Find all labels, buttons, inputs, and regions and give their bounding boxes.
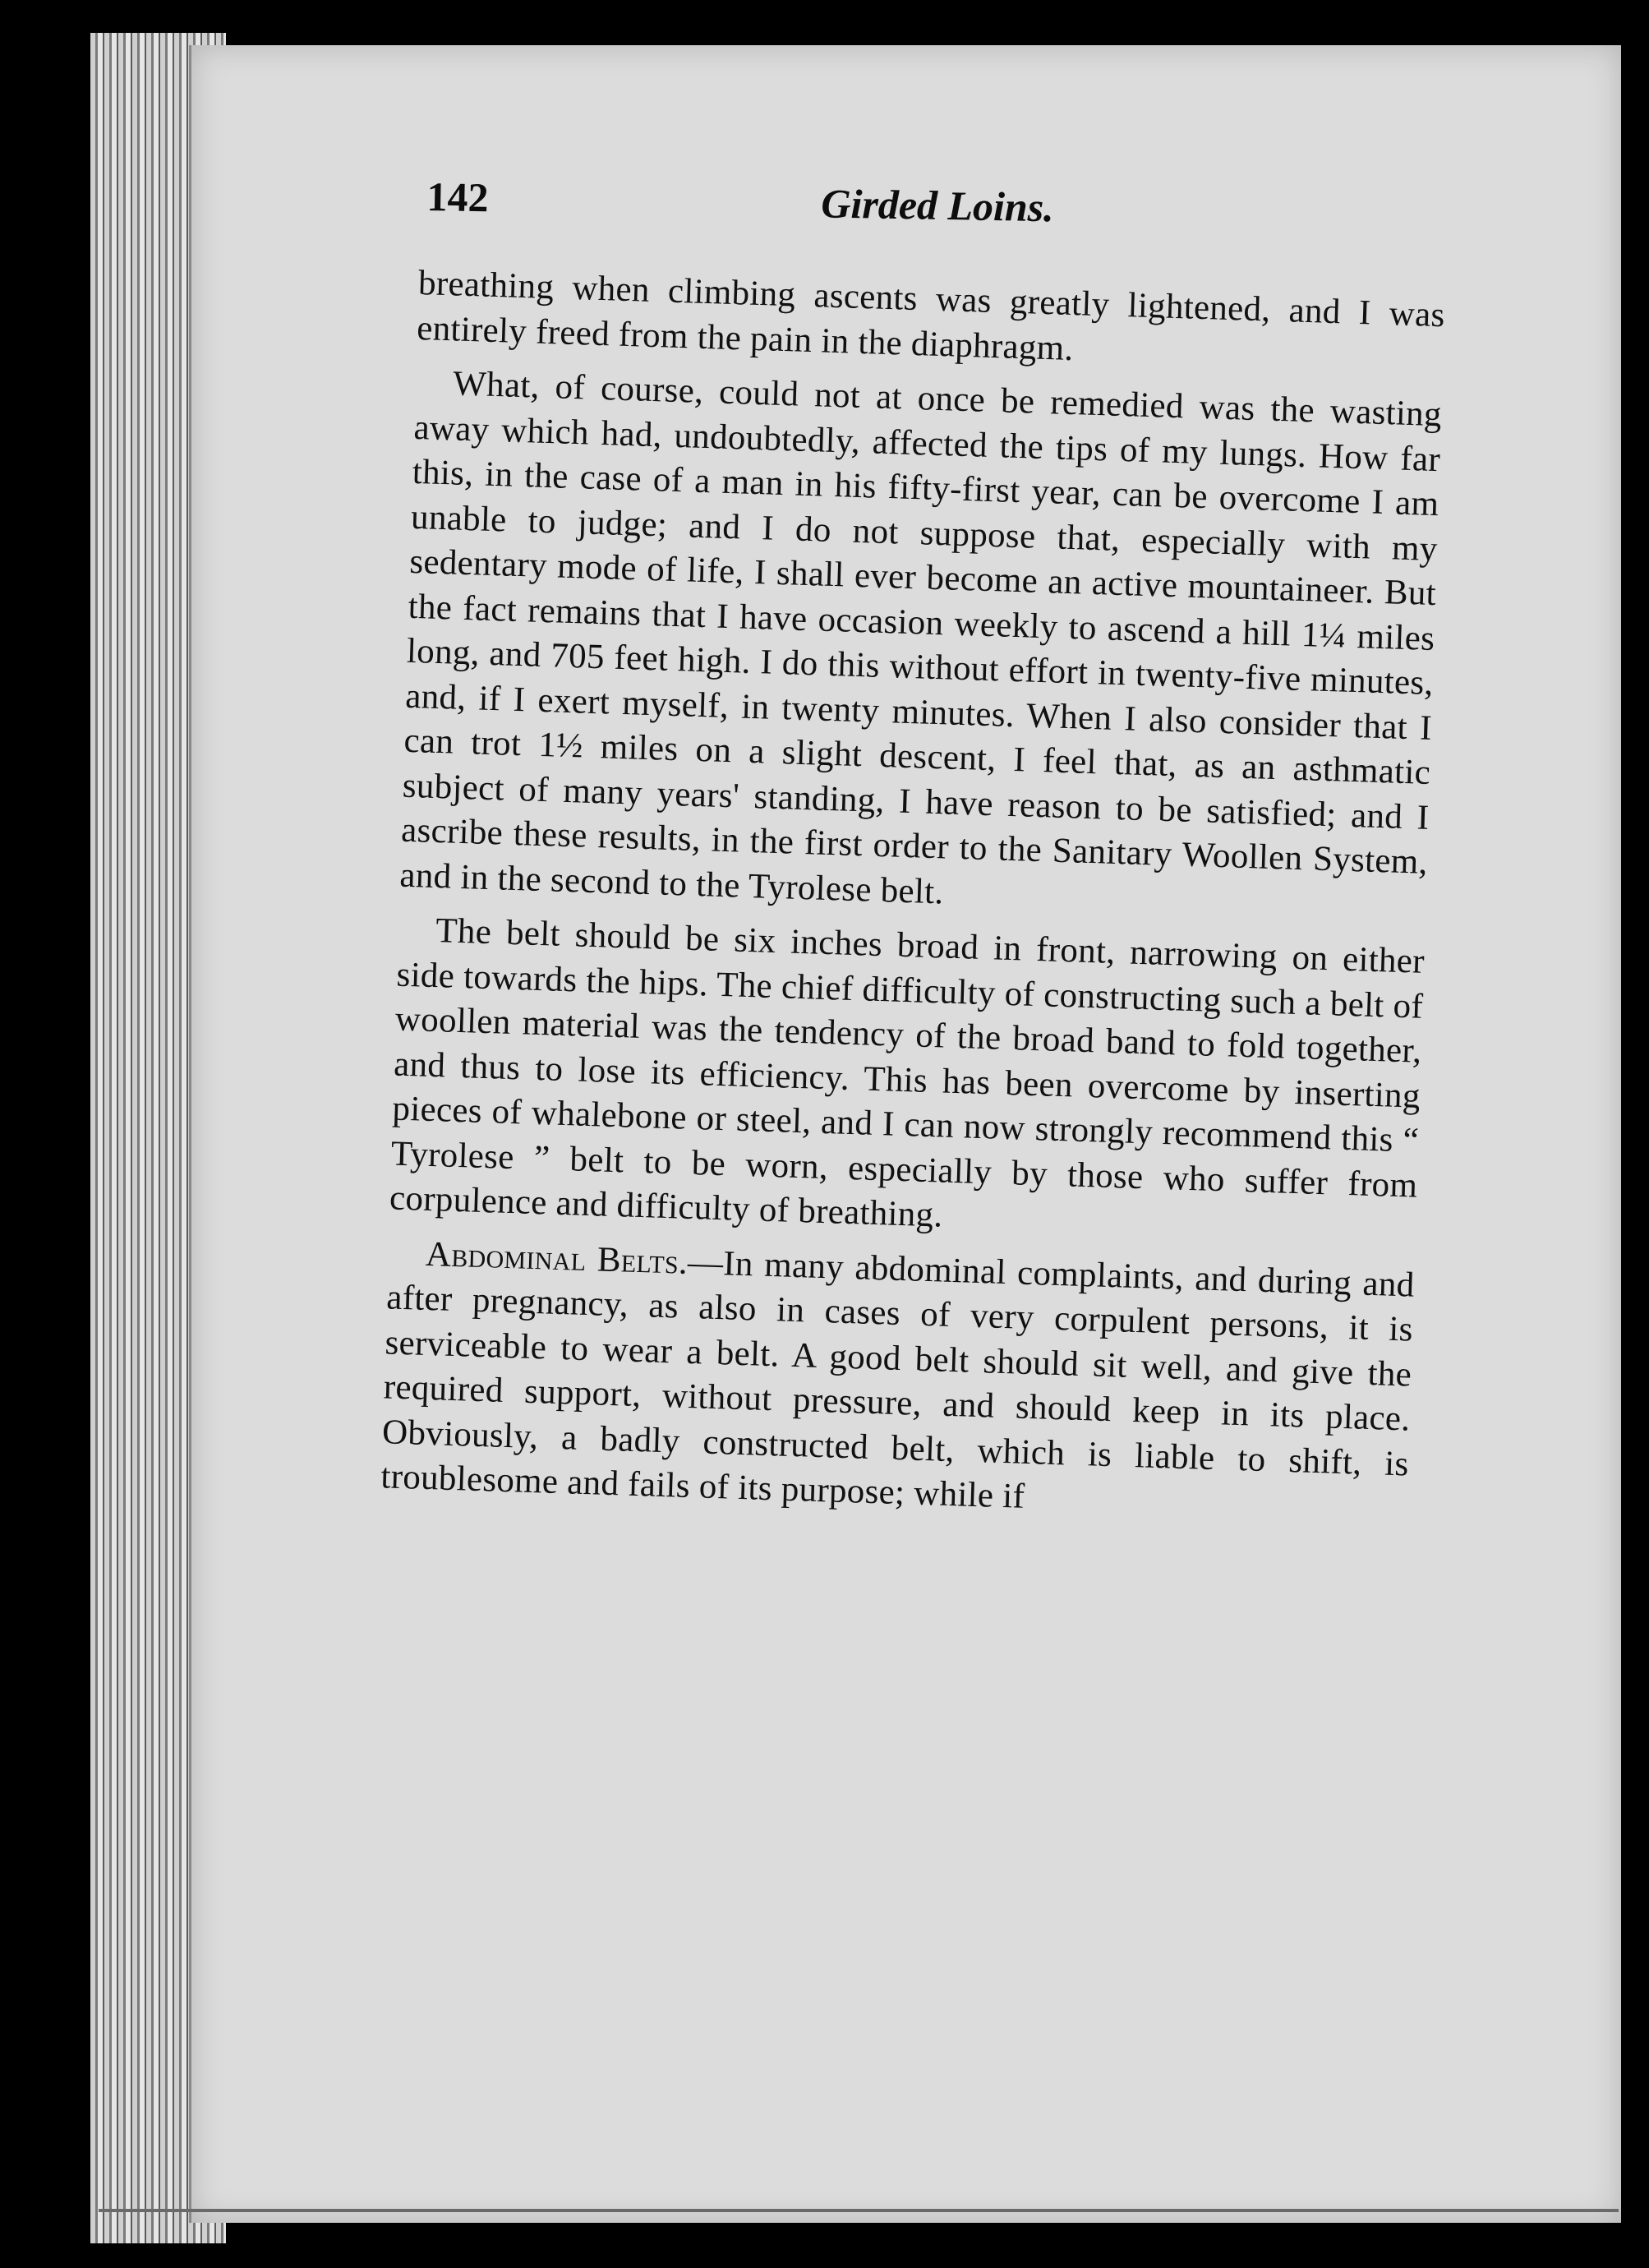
body-text — [380, 261, 1445, 1542]
paragraph-4-text: —In many abdominal complaints, and during and after pregnancy, as also in cases of very corpulent persons, it is serviceable to wear a belt. A good belt should sit well, and give the required support, without pressure, and should keep in its place. Obviously, a badly constructed belt, which is liable to shift, is troublesome and fails of its purpose; while if — [380, 1242, 1416, 1516]
page-number: 142 — [426, 173, 489, 221]
paragraph-3: The belt should be six inches broad in front, narrowing on either side towards the hips. The chief difficulty of constructing such a belt of woollen material was the tendency of the broad band to fold together, and thus to lose its efficiency. This has been overcome by inserting pieces of whalebone or steel, and I can now strongly recommend this “ Tyrolese ” belt to be worn, especially by those who suffer from corpulence and difficulty of breathing. — [389, 911, 1426, 1235]
paragraph-1: breathing when climbing ascents was greatly lightened, and I was entirely freed from the pain in the diaphragm. — [416, 263, 1446, 368]
running-title: Girded Loins. — [820, 180, 1055, 231]
paragraph-2: What, of course, could not at once be remedied was the wasting away which had, undoubtedly, affected the tips of my lungs. How far this, in the case of a man in his fifty-first year, can be overcome I am unable to judge; and I do not suppose that, especially with my sedentary mode of life, I shall ever become an active mountaineer. But the fact remains that I have occasion weekly to ascend a hill 1¼ miles long, and 705 feet high. I do this without effort in twenty-five minutes, and, if I exert myself, in twenty minutes. When I also consider that I can trot 1½ miles on a slight descent, I feel that, as an asthmatic subject of many years' standing, I have reason to be satisfied; and I ascribe these results, in the first order to the Sanitary Woollen System, and in the second to the Tyrolese belt. — [398, 364, 1443, 911]
running-head — [426, 173, 1101, 242]
page-bottom-rule — [99, 2209, 1619, 2212]
section-heading-abdominal-belts: Abdominal Belts. — [425, 1234, 689, 1282]
paragraph-4 — [380, 1231, 1416, 1532]
